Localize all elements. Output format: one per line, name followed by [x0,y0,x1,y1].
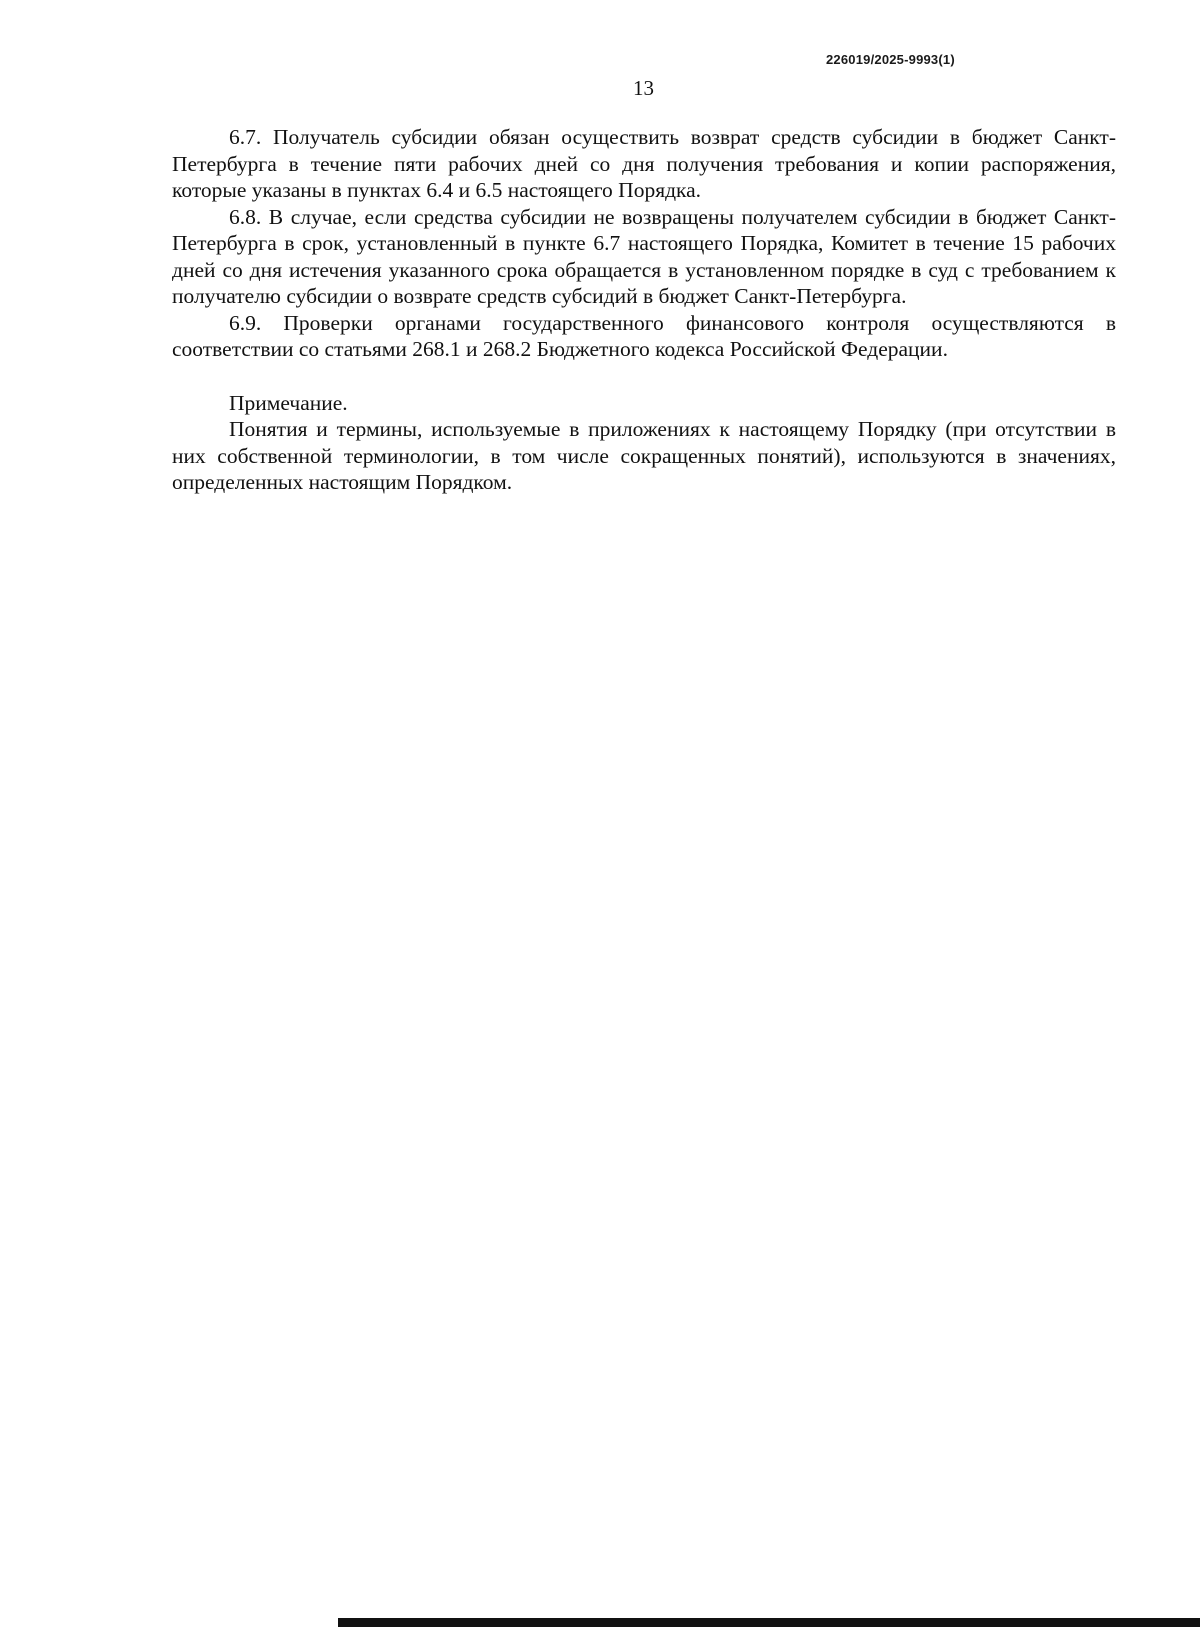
note-title: Примечание. [229,390,348,415]
document-id: 226019/2025-9993(1) [826,52,955,67]
paragraph-6-7: 6.7. Получатель субсидии обязан осуществить возврат средств субсидии в бюджет Санкт-Петербурга в течение пяти рабочих дней со дня получения требования и копии распоряжения, которые указаны в пунктах 6.4 и 6.5 настоящего Порядка. [172,125,1116,202]
note-section [172,390,1116,496]
document-body [172,124,1116,496]
page-number: 13 [633,76,654,100]
paragraph-6-9: 6.9. Проверки органами государственного финансового контроля осуществляются в соответствии со статьями 268.1 и 268.2 Бюджетного кодекса Российской Федерации. [172,310,1116,361]
note-text: Понятия и термины, используемые в приложениях к настоящему Порядку (при отсутствии в них собственной терминологии, в том числе сокращенных понятий), используются в значениях, определенных настоящим Порядком. [172,417,1116,494]
paragraph-6-8: 6.8. В случае, если средства субсидии не возвращены получателем субсидии в бюджет Санкт-Петербурга в срок, установленный в пункте 6.7 настоящего Порядка, Комитет в течение 15 рабочих дней со дня истечения указанного срока обращается в установленном порядке в суд с требованием к получателю субсидии о возврате средств субсидий в бюджет Санкт-Петербурга. [172,204,1116,308]
bottom-scan-edge [338,1618,1200,1627]
